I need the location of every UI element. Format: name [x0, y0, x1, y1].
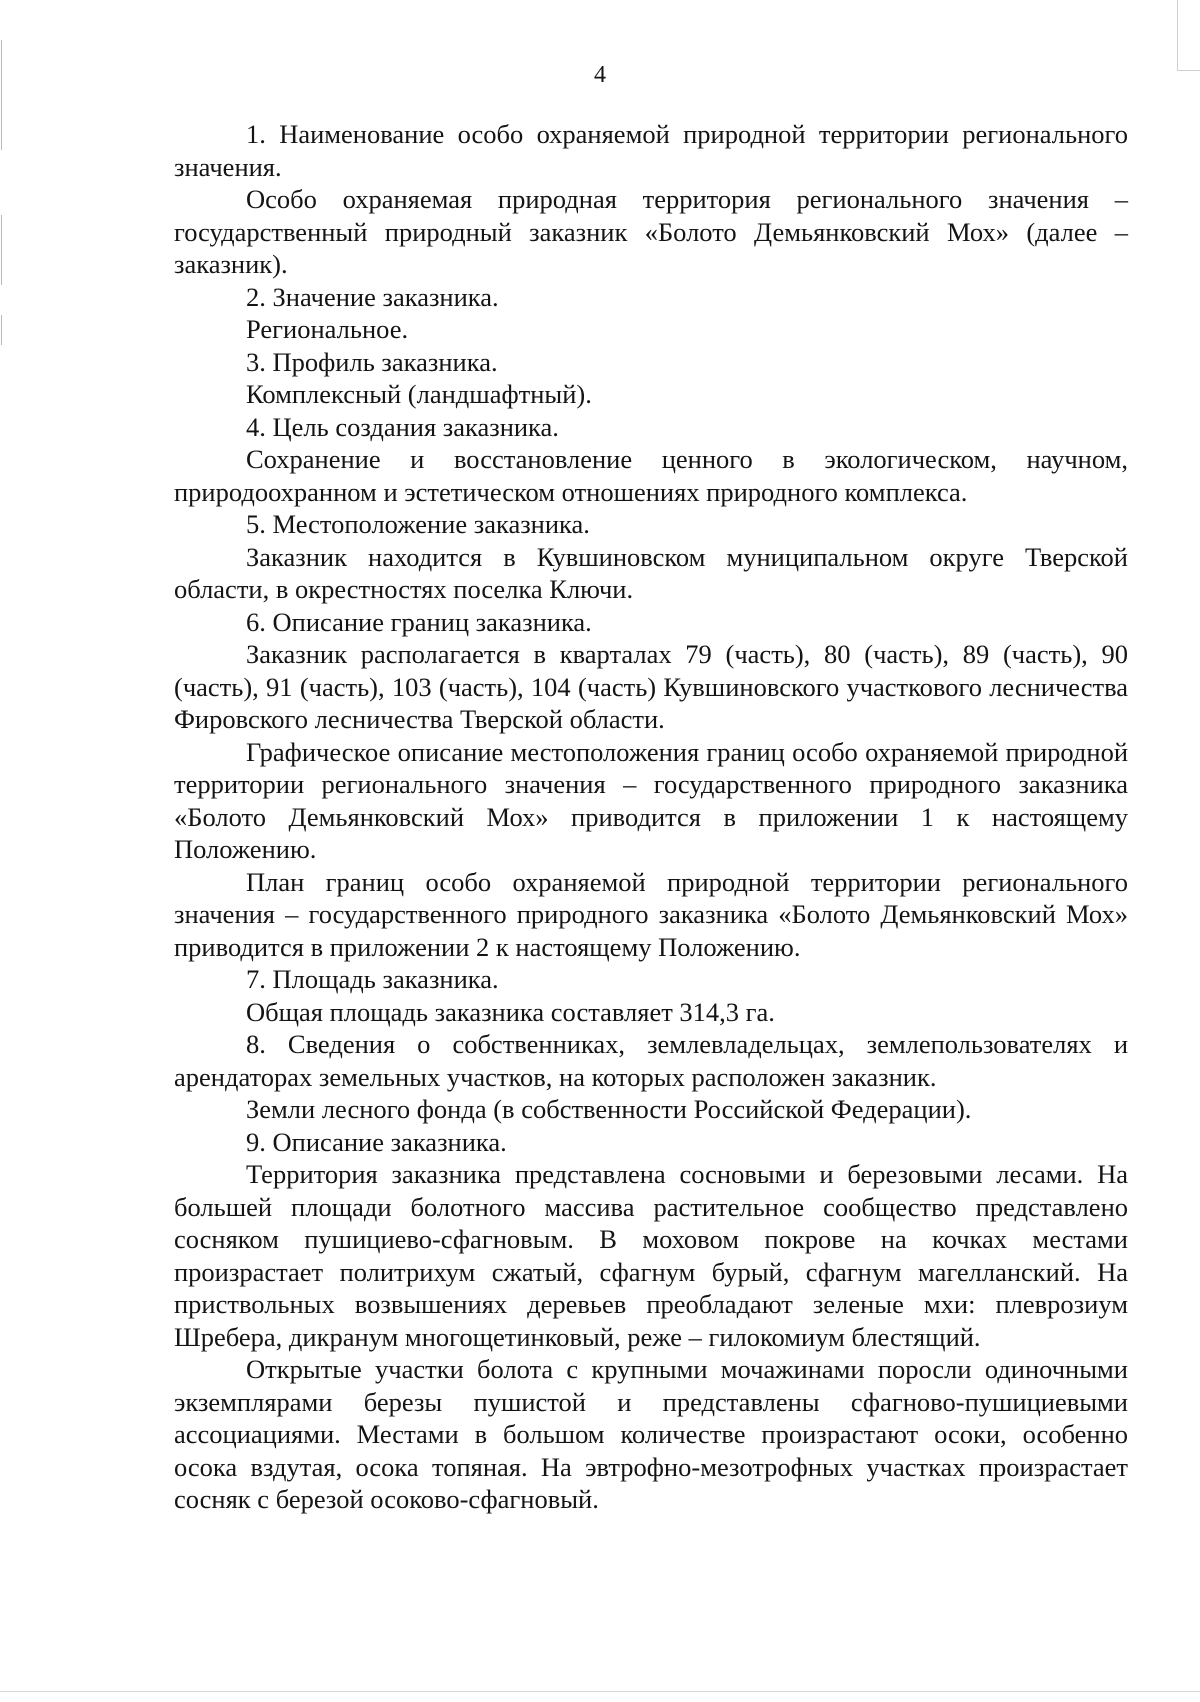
paragraph-7-text: Общая площадь заказника составляет 314,3 га. [246, 996, 775, 1027]
page-number: 4 [594, 62, 606, 88]
paragraph-1-heading: 1. Наименование особо охраняемой природной территории регионального значения. [174, 119, 1128, 182]
paragraph-6-heading: 6. Описание границ заказника. [246, 606, 592, 637]
scan-margin-mark [1, 40, 2, 150]
paragraph-8-text: Земли лесного фонда (в собственности Российской Федерации). [246, 1094, 972, 1124]
paragraph-3-heading: 3. Профиль заказника. [246, 346, 498, 377]
paragraph-5-text: Заказник находится в Кувшиновском муниципальном округе Тверской области, в окрестностях поселка Ключи. [174, 541, 1128, 604]
scan-bottom-edge [0, 1691, 1200, 1692]
document-body [174, 118, 1128, 1516]
paragraph-4-text: Сохранение и восстановление ценного в экологическом, научном, природоохранном и эстетическом отношениях природного комплекса. [174, 444, 1128, 507]
paragraph-6-text: Заказник располагается в кварталах 79 (часть), 80 (часть), 89 (часть), 90 (часть), 91 (часть), 103 (часть), 104 (часть) Кувшиновского участкового лесничества Фировского лесничества Тверской области. [174, 639, 1128, 734]
scan-margin-mark [1, 315, 2, 345]
paragraph-8-heading: 8. Сведения о собственниках, землевладельцах, землепользователях и арендаторах земельных участков, на которых расположен заказник. [174, 1029, 1128, 1092]
paragraph-3-text: Комплексный (ландшафтный). [246, 379, 592, 409]
paragraph-4-heading: 4. Цель создания заказника. [246, 411, 559, 442]
paragraph-9-text: Территория заказника представлена сосновыми и березовыми лесами. На большей площади болотного массива растительное сообщество представлено сосняком пушициево-сфагновым. В моховом покрове на кочках местами произрастает политрихум сжатый, сфагнум бурый, сфагнум магелланский. На приствольных возвышениях деревьев преобладают зеленые мхи: плеврозиум Шребера, дикранум многощетинковый, реже – гилокомиум блестящий. [174, 1159, 1128, 1352]
scan-margin-mark [1, 215, 2, 285]
paragraph-5-heading: 5. Местоположение заказника. [246, 509, 590, 539]
paragraph-1-text: Особо охраняемая природная территория регионального значения – государственный природный заказник «Болото Демьянковский Мох» (далее – заказник). [174, 184, 1128, 279]
paragraph-2-text: Региональное. [246, 314, 409, 344]
paragraph-7-heading: 7. Площадь заказника. [246, 964, 499, 994]
paragraph-6-graphic-description: Графическое описание местоположения границ особо охраняемой природной территории регионального значения – государственного природного заказника «Болото Демьянковский Мох» приводится в приложении 1 к настоящему Положению. [174, 736, 1128, 864]
paragraph-9-heading: 9. Описание заказника. [246, 1126, 507, 1157]
paragraph-6-boundary-plan: План границ особо охраняемой природной территории регионального значения – государственного природного заказника «Болото Демьянковский Мох» приводится в приложении 2 к настоящему Положению. [174, 866, 1128, 962]
paragraph-9-open-areas: Открытые участки болота с крупными мочажинами поросли одиночными экземплярами березы пушистой и представлены сфагново-пушициевыми ассоциациями. Местами в большом количестве произрастают осоки, особенно осока вздутая, осока топяная. На эвтрофно-мезотрофных участках произрастает сосняк с березой осоково-сфагновый. [174, 1354, 1128, 1514]
paragraph-2-heading: 2. Значение заказника. [246, 281, 499, 312]
